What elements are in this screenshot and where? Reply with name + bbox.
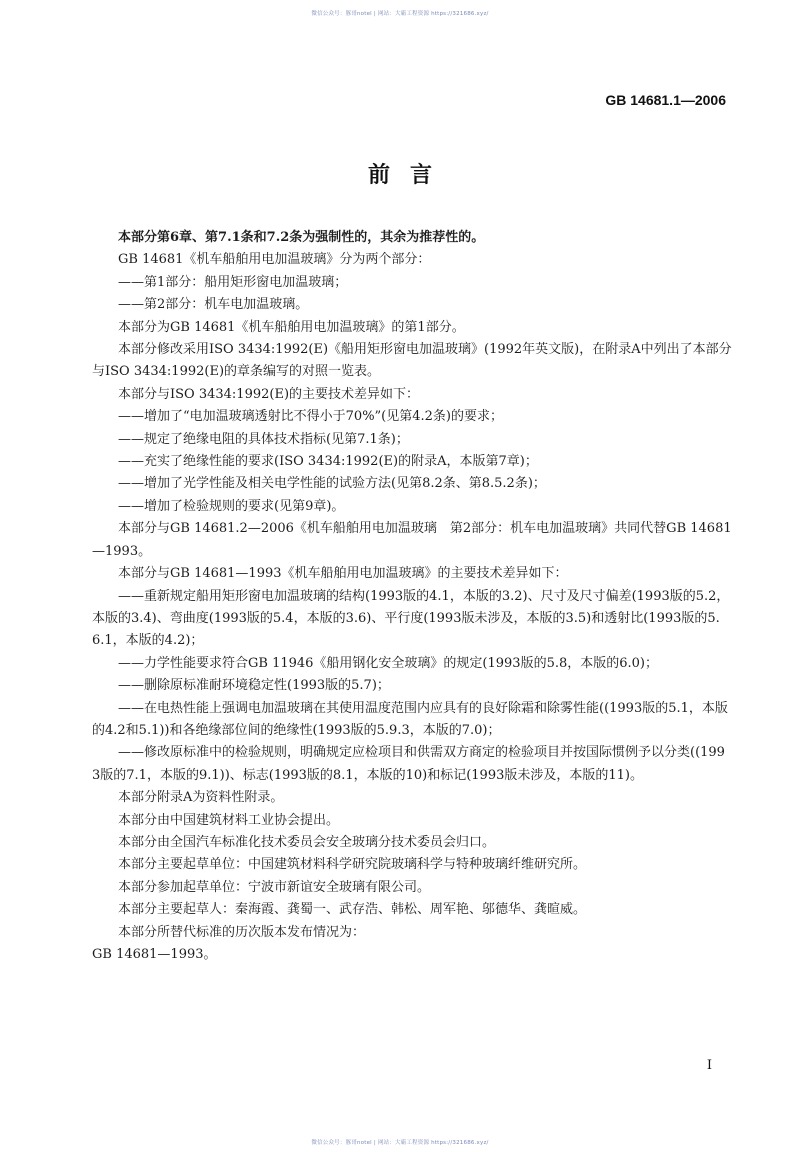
paragraph-drafters: 本部分主要起草人：秦海霞、龚蜀一、武存浩、韩松、周军艳、邬德华、龚暄威。 [118,902,587,918]
paragraph-1993-differences: 本部分与GB 14681—1993《机车船舶用电加温玻璃》的主要技术差异如下： [118,566,568,582]
page-title: 前言 [367,163,452,188]
paragraph-main-drafting-unit: 本部分主要起草单位：中国建筑材料科学研究院玻璃科学与特种玻璃纤维研究所。 [118,857,587,873]
list-item-1993-diff-2: ——力学性能要求符合GB 11946《船用钢化安全玻璃》的规定(1993版的5.8，本版的6.0)； [118,655,659,671]
paragraph-participating-unit: 本部分参加起草单位：宁波市新谊安全玻璃有限公司。 [118,879,431,895]
standard-code: GB 14681.1—2006 [605,92,726,108]
paragraph-annex: 本部分附录A为资料性附录。 [118,790,284,806]
list-item-1993-diff-1: ——重新规定船用矩形窗电加温玻璃的结构(1993版的4.1，本版的3.2)、尺寸及尺寸偏差(1993版的5.2，本版的3.4)、弯曲度(1993版的5.4，本版的3.6)、平行度(1993版未涉及，本版的3.5)和透射比(1993版的5.6.1，本版的4.2)； [92,588,730,649]
paragraph-history: 本部分所替代标准的历次版本发布情况为： [118,924,366,940]
list-item-iso-diff-3: ——充实了绝缘性能的要求(ISO 3434:1992(E)的附录A，本版第7章)； [118,454,538,470]
list-item-iso-diff-1: ——增加了“电加温玻璃透射比不得小于70%”(见第4.2条)的要求； [118,409,504,425]
list-item-1993-diff-5: ——修改原标准中的检验规则，明确规定应检项目和供需双方商定的检验项目并按国际惯例予以分类((1993版的7.1，本版的9.1))、标志(1993版的8.1，本版的10)和标记(1993版未涉及，本版的11)。 [92,745,725,783]
page-number: I [706,1058,712,1073]
paragraph-proposed-by: 本部分由中国建筑材料工业协会提出。 [118,812,340,828]
paragraph-this-part: 本部分为GB 14681《机车船舶用电加温玻璃》的第1部分。 [118,319,465,335]
paragraph-history-version: GB 14681—1993。 [92,947,217,962]
top-watermark: 微信公众号：豚哥notel | 网站：大霸工程资源 https://321686.xyz/ [311,11,489,17]
list-item-1993-diff-4: ——在电热性能上强调电加温玻璃在其使用温度范围内应具有的良好除霜和除雾性能((1993版的5.1，本版的4.2和5.1))和各绝缘部位间的绝缘性(1993版的5.9.3，本版的7.0)； [92,700,728,738]
list-item-1993-diff-3: ——删除原标准耐环境稳定性(1993版的5.7)； [118,678,390,694]
list-item-iso-diff-5: ——增加了检验规则的要求(见第9章)。 [118,498,345,514]
list-item-part1: ——第1部分：船用矩形窗电加温玻璃； [118,274,348,290]
paragraph-parts-intro: GB 14681《机车船舶用电加温玻璃》分为两个部分： [118,252,431,268]
bottom-watermark: 微信公众号：豚哥notel | 网站：大霸工程资源 https://321686.xyz/ [311,1140,489,1146]
paragraph-iso-adoption: 本部分修改采用ISO 3434:1992(E)《船用矩形窗电加温玻璃》(1992年英文版)，在附录A中列出了本部分与ISO 3434:1992(E)的章条编写的对照一览表。 [92,342,732,380]
list-item-iso-diff-4: ——增加了光学性能及相关电学性能的试验方法(见第8.2条、第8.5.2条)； [118,476,546,492]
foreword-body [92,227,732,966]
paragraph-mandatory-note: 本部分第6章、第7.1条和7.2条为强制性的，其余为推荐性的。 [118,230,485,245]
paragraph-replaces: 本部分与GB 14681.2—2006《机车船舶用电加温玻璃 第2部分：机车电加温玻璃》共同代替GB 14681—1993。 [92,521,732,559]
paragraph-iso-differences: 本部分与ISO 3434:1992(E)的主要技术差异如下： [118,386,420,402]
list-item-part2: ——第2部分：机车电加温玻璃。 [118,297,309,313]
paragraph-administered-by: 本部分由全国汽车标准化技术委员会安全玻璃分技术委员会归口。 [118,834,496,850]
list-item-iso-diff-2: ——规定了绝缘电阻的具体技术指标(见第7.1条)； [118,431,409,447]
